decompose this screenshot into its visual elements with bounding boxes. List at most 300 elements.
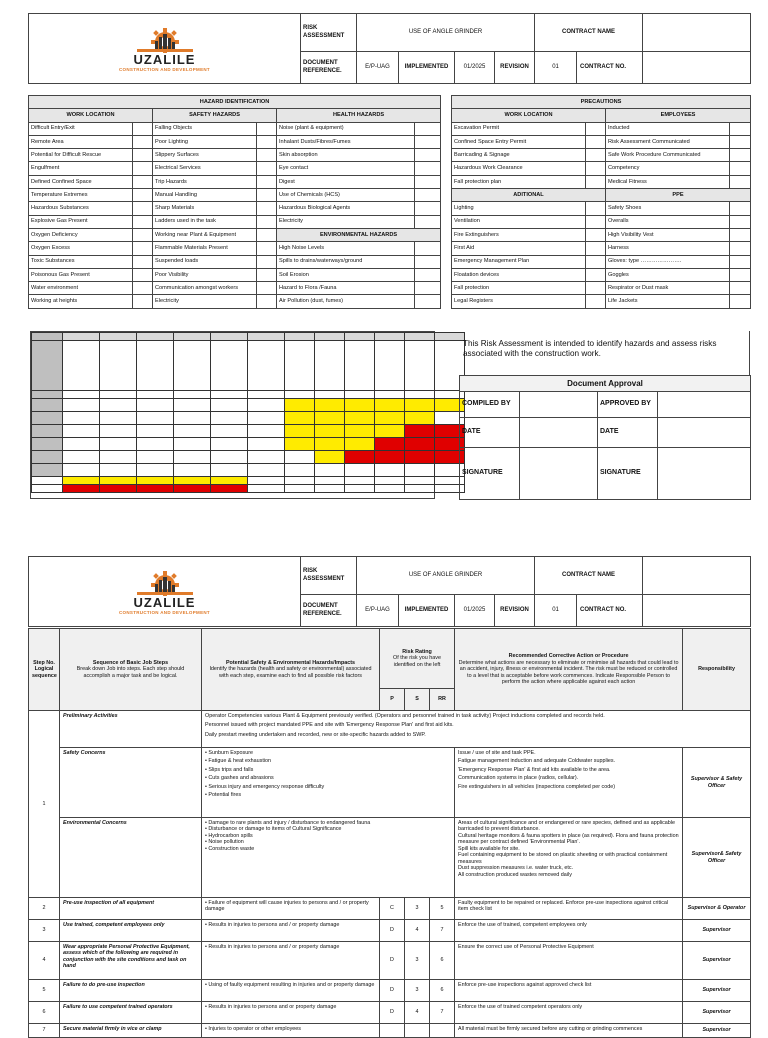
precaution-checkbox[interactable] xyxy=(730,228,751,241)
hazard-checkbox[interactable] xyxy=(415,149,441,162)
matrix-cell xyxy=(174,451,211,464)
hazard-item: Potential for Difficult Rescue xyxy=(29,149,133,162)
matrix-cell xyxy=(211,451,248,464)
hazard-checkbox[interactable] xyxy=(415,282,441,295)
step-row xyxy=(29,1002,751,1024)
step-title: Failure to do pre-use inspection xyxy=(60,980,202,1002)
hazard-checkbox[interactable] xyxy=(133,268,153,281)
hazard-checkbox[interactable] xyxy=(133,202,153,215)
step-hazard: • Results in injuries to persons and / or property damage xyxy=(202,920,380,942)
hazard-checkbox[interactable] xyxy=(257,122,277,135)
hazard-checkbox[interactable] xyxy=(257,189,277,202)
matrix-cell xyxy=(315,464,345,477)
matrix-cell xyxy=(345,333,375,341)
matrix-cell xyxy=(137,333,174,341)
prelim-line: Personnel issued with project mandated PPE and site with 'Emergency Response Plan' and first aid kits. xyxy=(205,722,454,729)
precaution-item: Competency xyxy=(606,162,730,175)
matrix-cell xyxy=(63,412,100,425)
precaution-row xyxy=(452,162,751,175)
matrix-cell xyxy=(315,451,345,464)
precaution-row xyxy=(452,228,751,241)
step-action: Faulty equipment to be repaired or replaced. Enforce pre-use inspections against critical item check list xyxy=(455,898,683,920)
step-hazard: • Failure of equipment will cause injuries to persons and / or property damage xyxy=(202,898,380,920)
action-title: Recommended Corrective Action or Procedure xyxy=(508,653,629,660)
hazard-bullet: • Potential fires xyxy=(205,792,242,799)
matrix-cell xyxy=(248,333,285,341)
document-approval xyxy=(459,331,750,499)
matrix-cell xyxy=(345,438,375,451)
matrix-cell xyxy=(137,399,174,412)
matrix-cell xyxy=(137,485,174,493)
implemented-value: 01/2025 xyxy=(455,595,495,627)
action-line: Dust suppression measures i.e. water truck, etc. xyxy=(458,865,574,872)
matrix-cell xyxy=(100,341,137,391)
step-title: Secure material firmly in vice or clamp xyxy=(60,1024,202,1038)
risk-p: C xyxy=(380,898,405,920)
hazard-item: Communication amongst workers xyxy=(153,282,257,295)
matrix-cell xyxy=(100,399,137,412)
precaution-row xyxy=(452,215,751,228)
matrix-cell xyxy=(405,438,435,451)
precaution-checkbox[interactable] xyxy=(586,295,606,308)
hazard-checkbox[interactable] xyxy=(257,228,277,241)
col-work-location: WORK LOCATION xyxy=(29,109,153,122)
hazards-desc: Identify the hazards (health and safety or environmental) associated with each step, examine each to find all possible risk factors xyxy=(209,666,372,679)
hazard-checkbox[interactable] xyxy=(415,135,441,148)
matrix-cell xyxy=(315,399,345,412)
matrix-cell xyxy=(285,399,315,412)
precaution-item: Lighting xyxy=(452,202,586,215)
hazard-item: Hazard to Flora /Fauna xyxy=(277,282,415,295)
action-line: Spill kits available for site. xyxy=(458,845,520,852)
step-row xyxy=(29,920,751,942)
implemented-label: IMPLEMENTED xyxy=(399,52,455,84)
matrix-cell xyxy=(174,333,211,341)
matrix-cell xyxy=(32,391,63,399)
precaution-checkbox[interactable] xyxy=(586,242,606,255)
revision-value: 01 xyxy=(535,595,577,627)
matrix-cell xyxy=(63,485,100,493)
prelim-line: Operator Competencies various Plant & Equipment previously verified. (Operators and personnel trained in task activity) Project inductions completed and records held. xyxy=(205,713,605,719)
hazard-row xyxy=(29,122,441,135)
contract-no-label: CONTRACT NO. xyxy=(577,595,643,627)
contract-no-value xyxy=(643,52,751,84)
risk-p: D xyxy=(380,1002,405,1024)
hazard-row xyxy=(29,282,441,295)
step-responsibility: Supervisor xyxy=(683,1002,751,1024)
revision-value: 01 xyxy=(535,52,577,84)
logo-subtitle: CONSTRUCTION AND DEVELOPMENT xyxy=(119,609,210,615)
risk-rating-desc: Of the risk you have identified on the left xyxy=(393,655,441,668)
hazard-item: Spills to drains/waterways/ground xyxy=(277,255,415,268)
step-number: 1 xyxy=(29,711,60,898)
hazard-checkbox[interactable] xyxy=(133,242,153,255)
precaution-item: Inducted xyxy=(606,122,730,135)
step-responsibility: Supervisor xyxy=(683,980,751,1002)
hazard-checkbox[interactable] xyxy=(415,255,441,268)
matrix-cell xyxy=(375,333,405,341)
precaution-checkbox[interactable] xyxy=(586,282,606,295)
precaution-checkbox[interactable] xyxy=(586,268,606,281)
matrix-cell xyxy=(345,399,375,412)
hazard-row xyxy=(29,215,441,228)
matrix-cell xyxy=(174,412,211,425)
hazard-item: Remote Area xyxy=(29,135,133,148)
action-line: Fuel containing equipment to be stored on plastic sheeting or with practical containment measures xyxy=(458,852,668,865)
hazard-checkbox[interactable] xyxy=(133,215,153,228)
hazard-checkbox[interactable] xyxy=(133,295,153,308)
hazard-bullet: • Slips trips and falls xyxy=(205,766,254,773)
hazard-row xyxy=(29,242,441,255)
page1-header xyxy=(28,13,750,83)
job-steps-table xyxy=(28,628,750,1034)
hazard-checkbox[interactable] xyxy=(257,255,277,268)
matrix-cell xyxy=(174,341,211,391)
logo-name: UZALILE xyxy=(133,594,196,610)
hazard-item: Electricity xyxy=(153,295,257,308)
step-hazards xyxy=(202,748,455,818)
matrix-cell xyxy=(174,464,211,477)
matrix-cell xyxy=(174,391,211,399)
hazard-checkbox[interactable] xyxy=(257,175,277,188)
hazard-checkbox[interactable] xyxy=(133,189,153,202)
matrix-cell xyxy=(405,412,435,425)
matrix-cell xyxy=(63,451,100,464)
hazard-checkbox[interactable] xyxy=(415,175,441,188)
precaution-checkbox[interactable] xyxy=(586,215,606,228)
hazard-checkbox[interactable] xyxy=(133,122,153,135)
hazard-item: Falling Objects xyxy=(153,122,257,135)
precaution-checkbox[interactable] xyxy=(730,242,751,255)
hazard-item: Working at heights xyxy=(29,295,133,308)
precaution-item: Fall protection xyxy=(452,282,586,295)
compiled-date-label: DATE xyxy=(460,418,520,448)
matrix-cell xyxy=(315,425,345,438)
precaution-item: Ventilation xyxy=(452,215,586,228)
matrix-cell xyxy=(375,341,405,391)
matrix-cell xyxy=(137,477,174,485)
approved-date-label: DATE xyxy=(598,418,658,448)
sequence-desc: Break down Job into steps. Each step should accomplish a major task and be logical. xyxy=(76,666,185,679)
step-number: 6 xyxy=(29,1002,60,1024)
hazard-item: Poor Visibility xyxy=(153,268,257,281)
matrix-cell xyxy=(137,451,174,464)
step-hazard: • Using of faulty equipment resulting in injuries and or property damage xyxy=(202,980,380,1002)
precautions xyxy=(451,95,750,309)
precaution-checkbox[interactable] xyxy=(586,228,606,241)
action-line: Fatigue management induction and adequate Coldwater supplies. xyxy=(458,758,616,765)
matrix-cell xyxy=(100,391,137,399)
hazard-checkbox[interactable] xyxy=(257,242,277,255)
precaution-checkbox[interactable] xyxy=(586,149,606,162)
matrix-cell xyxy=(375,412,405,425)
hazard-row xyxy=(29,202,441,215)
hazard-checkbox[interactable] xyxy=(257,295,277,308)
hazard-checkbox[interactable] xyxy=(257,282,277,295)
step-title: Environmental Concerns xyxy=(60,818,202,898)
hazard-item: Soil Erosion xyxy=(277,268,415,281)
hazard-bullet: • Hydrocarbon spills xyxy=(205,832,253,839)
matrix-cell xyxy=(285,485,315,493)
step-row xyxy=(29,898,751,920)
precaution-item: Overalls xyxy=(606,215,730,228)
step-row xyxy=(29,1024,751,1038)
matrix-cell xyxy=(315,485,345,493)
prelim-line: Daily prestart meeting undertaken and recorded, new or site-specific hazards added to SWP. xyxy=(205,731,426,738)
precaution-checkbox[interactable] xyxy=(730,122,751,135)
precaution-checkbox[interactable] xyxy=(730,215,751,228)
step-actions xyxy=(455,748,683,818)
precaution-checkbox[interactable] xyxy=(586,135,606,148)
matrix-cell xyxy=(345,485,375,493)
matrix-cell xyxy=(32,464,63,477)
hazard-checkbox[interactable] xyxy=(415,202,441,215)
doc-ref-label: DOCUMENT REFERENCE. xyxy=(301,52,357,84)
step-title: Use trained, competent employees only xyxy=(60,920,202,942)
compiled-signature-field[interactable] xyxy=(520,448,598,500)
hazard-checkbox[interactable] xyxy=(415,295,441,308)
matrix-cell xyxy=(211,333,248,341)
precaution-item: High Visibility Vest xyxy=(606,228,730,241)
precaution-checkbox[interactable] xyxy=(730,162,751,175)
implemented-label: IMPLEMENTED xyxy=(399,595,455,627)
approved-signature-label: SIGNATURE xyxy=(598,448,658,500)
step-responsibility: Supervisor & Operator xyxy=(683,898,751,920)
risk-rating-header xyxy=(380,629,455,689)
precaution-checkbox[interactable] xyxy=(586,122,606,135)
logo-name: UZALILE xyxy=(133,51,196,67)
logo-subtitle: CONSTRUCTION AND DEVELOPMENT xyxy=(119,66,210,72)
step-action: All material must be firmly secured before any cutting or grinding commences xyxy=(455,1024,683,1038)
compiled-signature-label: SIGNATURE xyxy=(460,448,520,500)
document-title: USE OF ANGLE GRINDER xyxy=(357,557,535,595)
matrix-cell xyxy=(285,477,315,485)
matrix-cell xyxy=(315,477,345,485)
action-line: 'Emergency Response Plan' & first aid kits available to the area. xyxy=(458,766,611,773)
approval-intro: This Risk Assessment is intended to identify hazards and assess risks associated with the construction work. xyxy=(459,331,750,375)
matrix-cell xyxy=(345,341,375,391)
step-responsibility: Supervisor & Safety Officer xyxy=(683,748,751,818)
risk-rr: 7 xyxy=(430,1002,455,1024)
hazard-checkbox[interactable] xyxy=(415,122,441,135)
hazard-item: Electrical Services xyxy=(153,162,257,175)
matrix-cell xyxy=(405,333,435,341)
step-title: Wear appropriate Personal Protective Equipment, assess which of the following are required in conjunction with the site conditions and task on hand xyxy=(60,942,202,980)
hazard-checkbox[interactable] xyxy=(415,268,441,281)
step-hazard: • Injuries to operator or other employees xyxy=(202,1024,380,1038)
matrix-cell xyxy=(375,399,405,412)
hazard-checkbox[interactable] xyxy=(133,228,153,241)
matrix-cell xyxy=(100,438,137,451)
matrix-cell xyxy=(63,391,100,399)
matrix-cell xyxy=(248,341,285,391)
hazard-bullet: • Serious injury and emergency response difficulty xyxy=(205,783,325,790)
hazard-checkbox[interactable] xyxy=(133,162,153,175)
matrix-cell xyxy=(285,451,315,464)
matrix-cell xyxy=(315,391,345,399)
step-hazard: • Results in injuries to persons and / or property damage xyxy=(202,942,380,980)
precaution-item: Risk Assessment Communicated xyxy=(606,135,730,148)
precaution-checkbox[interactable] xyxy=(586,162,606,175)
hazard-item: Explosive Gas Present xyxy=(29,215,133,228)
prec-col-work-location: WORK LOCATION xyxy=(452,109,606,122)
hazard-checkbox[interactable] xyxy=(415,162,441,175)
hazard-bullet: • Noise pollution xyxy=(205,839,244,846)
precaution-checkbox[interactable] xyxy=(730,175,751,188)
hazard-item: Poor Lighting xyxy=(153,135,257,148)
matrix-cell xyxy=(174,477,211,485)
step-title: Safety Concerns xyxy=(60,748,202,818)
matrix-cell xyxy=(375,485,405,493)
action-header xyxy=(455,629,683,711)
precaution-item: Confined Space Entry Permit xyxy=(452,135,586,148)
risk-rr: 5 xyxy=(430,898,455,920)
hazard-item: Defined Confined Space xyxy=(29,175,133,188)
action-line: Communication systems in place (radios, cellular). xyxy=(458,775,579,782)
step-responsibility: Supervisor xyxy=(683,920,751,942)
matrix-cell xyxy=(100,464,137,477)
env-hazards-title: ENVIRONMENTAL HAZARDS xyxy=(277,228,441,241)
preliminary-activities xyxy=(202,711,751,748)
matrix-cell xyxy=(345,412,375,425)
hazard-item: Inhalant Dusts/Fibres/Fumes xyxy=(277,135,415,148)
precaution-checkbox[interactable] xyxy=(730,202,751,215)
rr-header: RR xyxy=(430,689,455,711)
matrix-cell xyxy=(285,333,315,341)
approved-date-field[interactable] xyxy=(658,418,751,448)
hazard-checkbox[interactable] xyxy=(257,202,277,215)
risk-p: D xyxy=(380,980,405,1002)
hazard-item: High Noise Levels xyxy=(277,242,415,255)
hazard-row xyxy=(29,255,441,268)
step-responsibility: Supervisor xyxy=(683,1024,751,1038)
p-header: P xyxy=(380,689,405,711)
hazard-checkbox[interactable] xyxy=(257,268,277,281)
col-health-hazards: HEALTH HAZARDS xyxy=(277,109,441,122)
contract-name-label: CONTRACT NAME xyxy=(535,557,643,595)
hazards-title: Potential Safety & Environmental Hazards/Impacts xyxy=(225,659,356,666)
precaution-checkbox[interactable] xyxy=(730,268,751,281)
hazard-item: Trip Hazards xyxy=(153,175,257,188)
contract-name-value xyxy=(643,557,751,595)
risk-p: D xyxy=(380,920,405,942)
matrix-cell xyxy=(405,399,435,412)
approved-by-field[interactable] xyxy=(658,392,751,418)
approved-signature-field[interactable] xyxy=(658,448,751,500)
precaution-checkbox[interactable] xyxy=(586,202,606,215)
precaution-checkbox[interactable] xyxy=(586,255,606,268)
hazard-checkbox[interactable] xyxy=(415,189,441,202)
hazard-item: Engulfment xyxy=(29,162,133,175)
compiled-date-field[interactable] xyxy=(520,418,598,448)
precaution-checkbox[interactable] xyxy=(730,255,751,268)
action-line: Fire extinguishers in all vehicles (inspections completed per code) xyxy=(458,783,616,790)
action-desc: Determine what actions are necessary to eliminate or minimise all hazards that could lead to an accident, injury, illness or environmental incident. The risk must be reduced or controlled to a level that is acceptable before work commences. Indicate Responsible Person to perform the action where applicable against each action xyxy=(458,659,679,686)
step-responsibility: Supervisor xyxy=(683,942,751,980)
hazard-checkbox[interactable] xyxy=(257,215,277,228)
matrix-cell xyxy=(174,399,211,412)
matrix-cell xyxy=(345,451,375,464)
precaution-row xyxy=(452,149,751,162)
matrix-cell xyxy=(211,438,248,451)
matrix-cell xyxy=(315,341,345,391)
hazard-checkbox[interactable] xyxy=(133,149,153,162)
matrix-cell xyxy=(32,477,63,485)
contract-no-label: CONTRACT NO. xyxy=(577,52,643,84)
step-responsibility: Supervisor& Safety Officer xyxy=(683,818,751,898)
hazard-row xyxy=(29,295,441,308)
matrix-cell xyxy=(375,425,405,438)
step-hazards xyxy=(202,818,455,898)
matrix-cell xyxy=(63,341,100,391)
hazard-item: Noise (plant & equipment) xyxy=(277,122,415,135)
matrix-cell xyxy=(345,425,375,438)
hazard-item: Air Pollution (dust, fumes) xyxy=(277,295,415,308)
risk-p: D xyxy=(380,942,405,980)
matrix-cell xyxy=(248,391,285,399)
step-number: 3 xyxy=(29,920,60,942)
precaution-checkbox[interactable] xyxy=(730,295,751,308)
precaution-checkbox[interactable] xyxy=(730,149,751,162)
matrix-cell xyxy=(345,477,375,485)
hazard-checkbox[interactable] xyxy=(257,162,277,175)
risk-rating-title: Risk Rating xyxy=(402,648,432,655)
matrix-cell xyxy=(405,451,435,464)
matrix-cell xyxy=(248,425,285,438)
compiled-by-label: COMPILED BY xyxy=(460,392,520,418)
precaution-checkbox[interactable] xyxy=(730,282,751,295)
precaution-subheader xyxy=(452,189,751,202)
hazard-checkbox[interactable] xyxy=(257,135,277,148)
matrix-cell xyxy=(345,464,375,477)
precaution-row xyxy=(452,242,751,255)
matrix-cell xyxy=(137,464,174,477)
hazard-checkbox[interactable] xyxy=(415,215,441,228)
matrix-cell xyxy=(174,485,211,493)
step-number: 7 xyxy=(29,1024,60,1038)
risk-s: 3 xyxy=(405,898,430,920)
hazard-checkbox[interactable] xyxy=(133,255,153,268)
sequence-title: Sequence of Basic Job Steps xyxy=(92,659,169,666)
hazard-checkbox[interactable] xyxy=(257,149,277,162)
compiled-by-field[interactable] xyxy=(520,392,598,418)
matrix-cell xyxy=(137,341,174,391)
matrix-cell xyxy=(405,485,435,493)
hazard-checkbox[interactable] xyxy=(133,135,153,148)
matrix-cell xyxy=(211,341,248,391)
matrix-cell xyxy=(32,485,63,493)
hazard-checkbox[interactable] xyxy=(133,282,153,295)
matrix-cell xyxy=(32,451,63,464)
step-title: Pre-use inspection of all equipment xyxy=(60,898,202,920)
matrix-cell xyxy=(32,341,63,391)
precaution-row xyxy=(452,122,751,135)
hazard-checkbox[interactable] xyxy=(133,175,153,188)
gear-skyline-icon xyxy=(125,568,205,596)
precaution-checkbox[interactable] xyxy=(730,135,751,148)
company-logo-p2 xyxy=(29,557,301,627)
matrix-cell xyxy=(315,438,345,451)
matrix-cell xyxy=(248,485,285,493)
hazard-item: Oxygen Deficiency xyxy=(29,228,133,241)
hazard-item: Slippery Surfaces xyxy=(153,149,257,162)
matrix-cell xyxy=(375,477,405,485)
matrix-cell xyxy=(100,485,137,493)
contract-name-value xyxy=(643,14,751,52)
precaution-checkbox[interactable] xyxy=(586,175,606,188)
hazard-checkbox[interactable] xyxy=(415,242,441,255)
matrix-cell xyxy=(315,412,345,425)
